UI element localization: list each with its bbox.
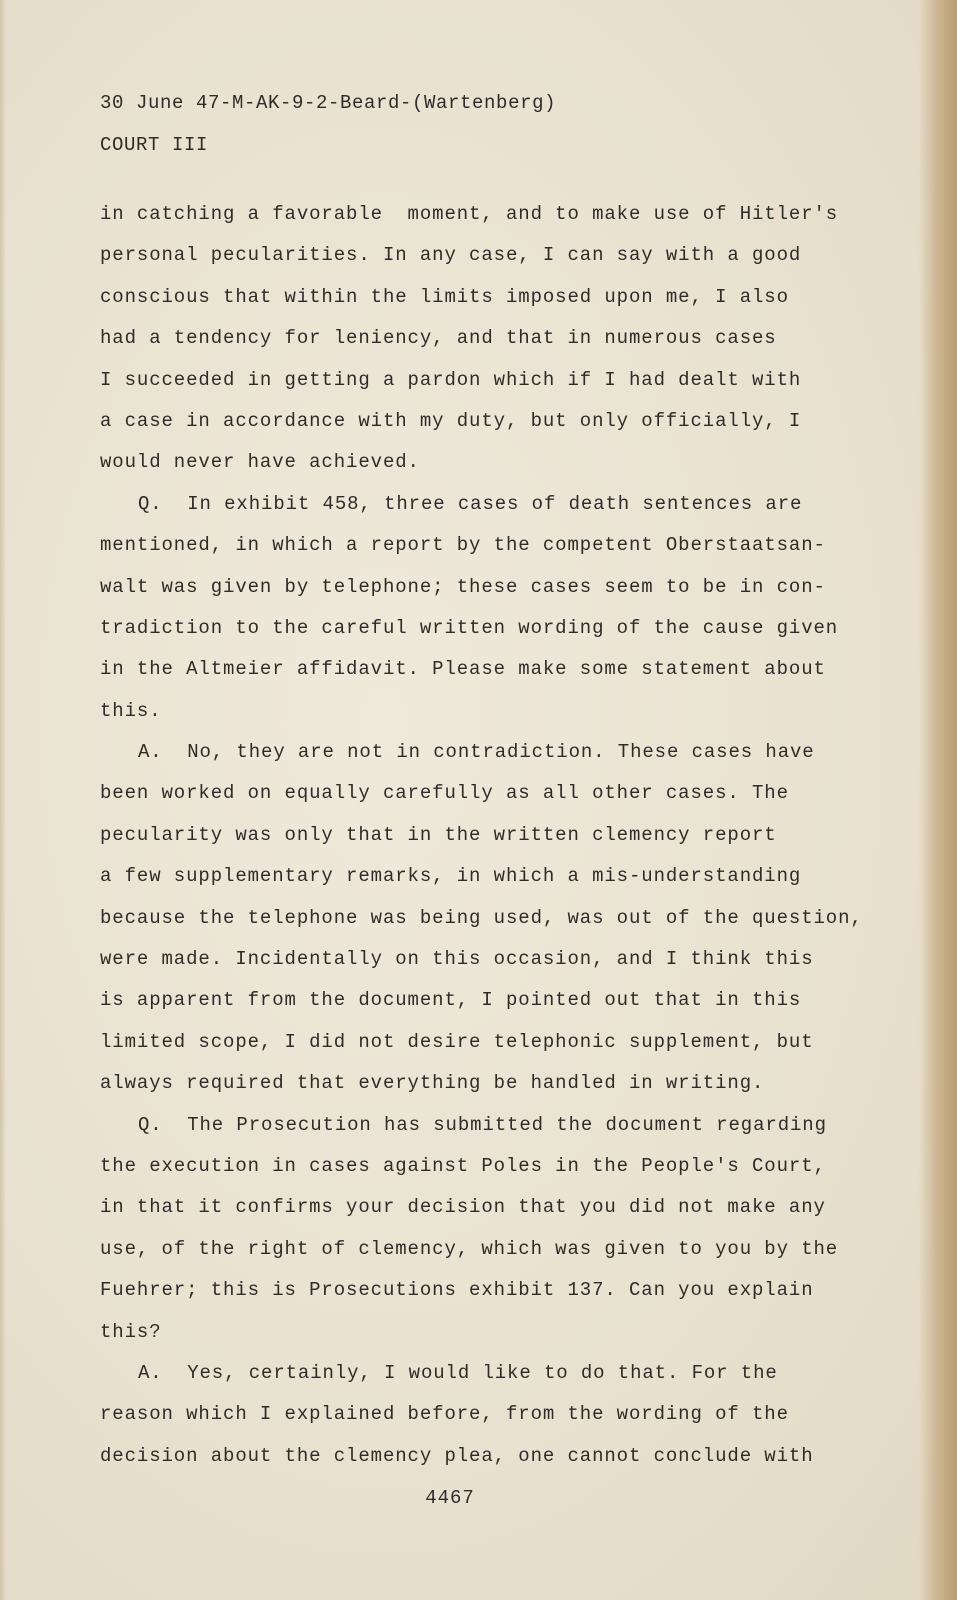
text-line: in catching a favorable moment, and to make use of Hitler's [100, 203, 839, 225]
text-line: had a tendency for leniency, and that in numerous cases [100, 327, 777, 350]
text-line: a case in accordance with my duty, but only officially, I [100, 409, 802, 432]
text-line: limited scope, I did not desire telephonic supplement, but [100, 1030, 814, 1053]
text-line: I succeeded in getting a pardon which if I had dealt with [100, 368, 802, 391]
text-line: in the Altmeier affidavit. Please make some statement about [100, 658, 826, 681]
text-line: would never have achieved. [100, 451, 420, 474]
text-line: pecularity was only that in the written clemency report [100, 823, 777, 846]
paragraph-2-question [100, 484, 870, 732]
text-line: Fuehrer; this is Prosecutions exhibit 137. Can you explain [100, 1279, 814, 1302]
text-line: personal pecularities. In any case, I can say with a good [100, 244, 802, 267]
text-line: A. Yes, certainly, I would like to do that. For the [138, 1361, 778, 1384]
paragraph-3-answer [100, 732, 870, 1105]
paper-edge-right [919, 0, 957, 1600]
text-line: is apparent from the document, I pointed out that in this [100, 989, 802, 1012]
text-line: reason which I explained before, from the wording of the [100, 1403, 789, 1426]
text-line: the execution in cases against Poles in the People's Court, [100, 1154, 826, 1177]
text-line: this. [100, 699, 162, 722]
page-number: 4467 [425, 1487, 475, 1509]
text-line: a few supplementary remarks, in which a mis-understanding [100, 865, 802, 888]
text-line: decision about the clemency plea, one cannot conclude with [100, 1444, 814, 1467]
paragraph-5-answer [100, 1353, 870, 1477]
text-line: tradiction to the careful written wording of the cause given [100, 616, 839, 639]
header-court-line: COURT III [100, 134, 209, 156]
text-line: conscious that within the limits imposed upon me, I also [100, 285, 789, 308]
paper-edge-left [0, 0, 6, 1600]
paragraph-4-question [100, 1105, 870, 1353]
header-date-line: 30 June 47-M-AK-9-2-Beard-(Wartenberg) [100, 92, 557, 114]
text-line: in that it confirms your decision that you did not make any [100, 1196, 826, 1219]
text-line: walt was given by telephone; these cases seem to be in con- [100, 575, 826, 598]
text-line: use, of the right of clemency, which was given to you by the [100, 1237, 839, 1260]
text-line: this? [100, 1320, 162, 1343]
text-line: were made. Incidentally on this occasion, and I think this [100, 948, 814, 971]
text-line: Q. In exhibit 458, three cases of death sentences are [138, 492, 803, 515]
text-line: mentioned, in which a report by the competent Oberstaatsan- [100, 534, 826, 557]
text-line: because the telephone was being used, was out of the question, [100, 906, 863, 929]
text-line: always required that everything be handled in writing. [100, 1072, 765, 1095]
text-line: Q. The Prosecution has submitted the document regarding [138, 1113, 827, 1136]
text-line: A. No, they are not in contradiction. These cases have [138, 741, 815, 764]
paragraph-1 [100, 194, 870, 484]
transcript-body [100, 194, 870, 1477]
text-line: been worked on equally carefully as all other cases. The [100, 782, 789, 805]
